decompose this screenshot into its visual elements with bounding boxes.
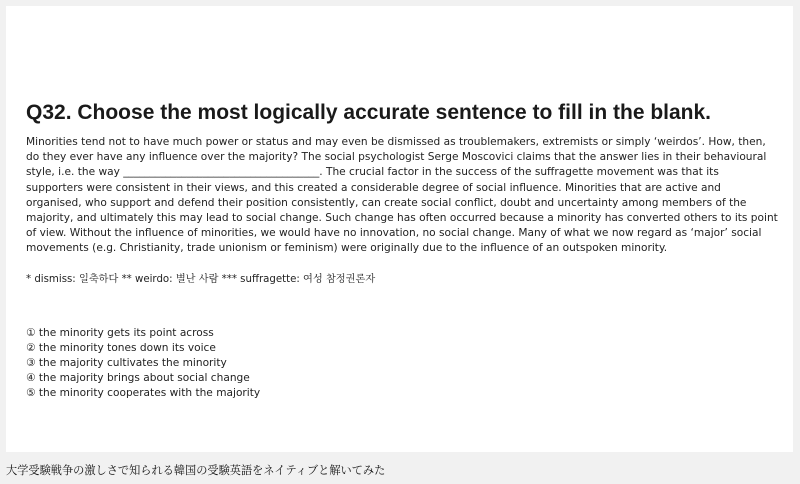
question-title: Q32. Choose the most logically accurate sentence to fill in the blank. [26,101,712,124]
choice-1: ① the minority gets its point across [26,327,214,339]
choice-5: ⑤ the minority cooperates with the majority [26,387,261,399]
choice-3: ③ the majority cultivates the minority [26,357,227,369]
passage-blank: _____________________________________ [123,166,320,179]
question-slide [6,6,793,452]
video-caption: 大学受験戦争の激しさで知られる韓国の受験英語をネイティブと解いてみた [6,464,386,477]
passage-text-before-blank: Minorities tend not to have much power or status and may even be dismissed as troublemakers, extremists or simply ‘weirdos’. How, then, do they ever have any influence over the majority? The social psychologist Serge Moscovici claims that the answer lies in their behavioural style, i.e. the way [26,136,767,179]
passage-text-after-blank: . The crucial factor in the success of the suffragette movement was that its supporters were consistent in their views, and this created a considerable degree of social influence. Minorities that are active and organised, who support and defend their position consistently, can create social conflict, doubt and uncertainty among members of the majority, and ultimately this may lead to social change. Such change has often occurred because a minority has converted others to its point of view. Without the influence of minorities, we would have no innovation, no social change. Many of what we now regard as ‘major’ social movements (e.g. Christianity, trade unionism or feminism) were originally due to the influence of an outspoken minority. [26,166,778,255]
answer-choices [26,326,260,401]
vocabulary-footnote: * dismiss: 일축하다 ** weirdo: 별난 사람 *** suffragette: 여성 참정권론자 [26,274,376,285]
reading-passage [26,135,778,257]
choice-2: ② the minority tones down its voice [26,342,216,354]
choice-4: ④ the majority brings about social change [26,372,250,384]
